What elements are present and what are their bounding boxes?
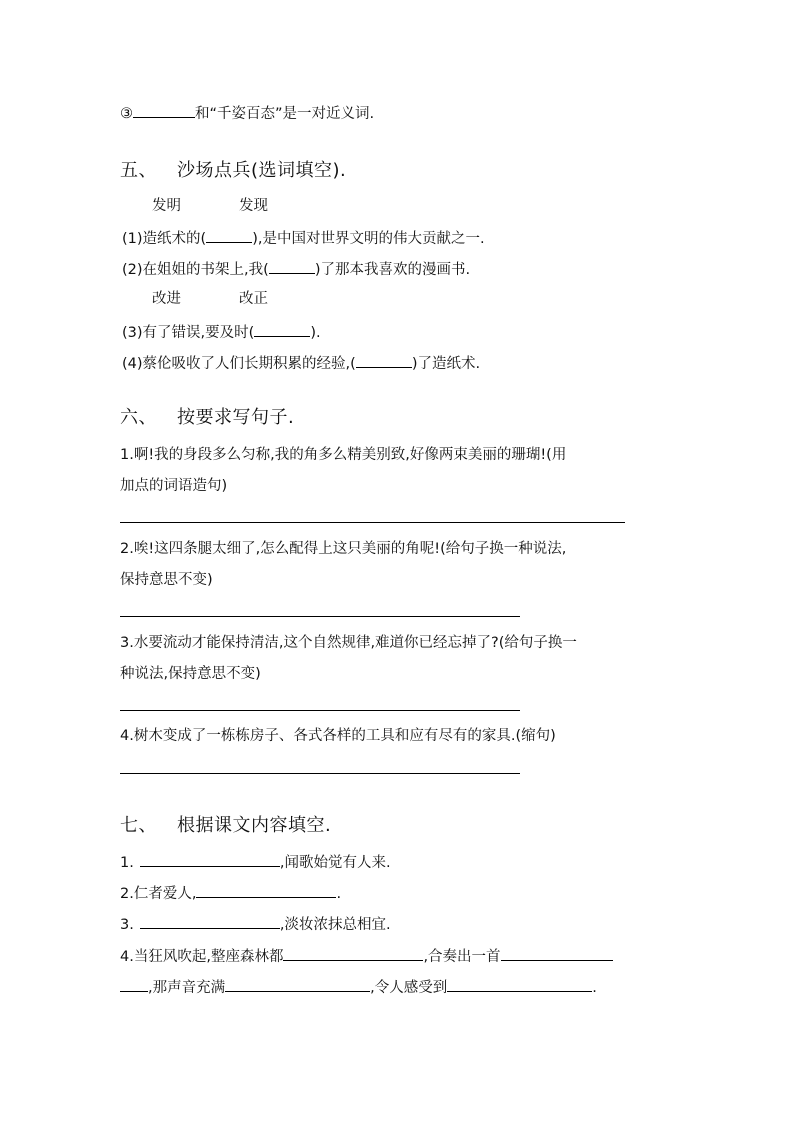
item-text: ,合奏出一首 <box>423 949 501 965</box>
answer-blank[interactable] <box>196 883 336 898</box>
fill-line-4 <box>120 946 613 966</box>
fill-item-2 <box>122 259 470 279</box>
answer-blank[interactable] <box>269 259 315 274</box>
question-3-line-1: 3.水要流动才能保持清洁,这个自然规律,难道你已经忘掉了?(给句子换一 <box>120 635 577 651</box>
top-line-text: 和“千姿百态”是一对近义词. <box>195 106 375 122</box>
item-text: 3. <box>120 917 134 933</box>
answer-line[interactable] <box>120 616 520 617</box>
answer-blank[interactable] <box>120 977 148 992</box>
word-choices-b <box>152 290 268 308</box>
answer-line[interactable] <box>120 710 520 711</box>
item-text: ,闻歌始觉有人来. <box>279 855 391 871</box>
section-title: 根据课文内容填空. <box>177 815 332 836</box>
item-text: (4)蔡伦吸收了人们长期积累的经验,( <box>122 356 356 372</box>
answer-blank[interactable] <box>206 228 252 243</box>
answer-blank[interactable] <box>356 353 412 368</box>
question-2-line-2: 保持意思不变) <box>120 572 213 588</box>
item-text: . <box>336 886 342 902</box>
answer-blank[interactable] <box>140 914 280 929</box>
section-number: 七、 <box>120 815 157 836</box>
item-text: (1)造纸术的( <box>122 231 207 247</box>
top-line <box>120 103 374 123</box>
answer-line[interactable] <box>120 773 520 774</box>
section-number: 五、 <box>120 160 157 181</box>
fill-line-3 <box>120 914 391 934</box>
item-text: )了那本我喜欢的漫画书. <box>314 262 471 278</box>
answer-blank[interactable] <box>254 322 310 337</box>
question-3-line-2: 种说法,保持意思不变) <box>120 666 261 682</box>
item-text: (2)在姐姐的书架上,我( <box>122 262 269 278</box>
answer-blank[interactable] <box>140 852 280 867</box>
fill-line-2 <box>120 883 341 903</box>
fill-item-1 <box>122 228 485 248</box>
question-4-line-1: 4.树木变成了一栋栋房子、各式各样的工具和应有尽有的家具.(缩句) <box>120 728 556 744</box>
fill-line-5 <box>120 977 597 997</box>
item-text: )了造纸术. <box>411 356 481 372</box>
fill-item-4 <box>122 353 480 373</box>
question-2-line-1: 2.唉!这四条腿太细了,怎么配得上这只美丽的角呢!(给句子换一种说法, <box>120 541 567 557</box>
section-6-heading <box>120 407 294 429</box>
answer-blank[interactable] <box>501 946 613 961</box>
section-number: 六、 <box>120 407 157 428</box>
circle-number: ③ <box>120 106 133 122</box>
item-text: ). <box>310 325 321 341</box>
item-text: 1. <box>120 855 134 871</box>
fill-item-3 <box>122 322 321 342</box>
answer-blank[interactable] <box>283 946 423 961</box>
word-option: 改正 <box>239 291 268 307</box>
word-option: 发现 <box>239 198 268 214</box>
item-text: 2.仁者爱人, <box>120 886 197 902</box>
answer-line[interactable] <box>120 522 625 523</box>
answer-blank[interactable] <box>225 977 370 992</box>
item-text: (3)有了错误,要及时( <box>122 325 255 341</box>
item-text: ,令人感受到 <box>370 980 448 996</box>
question-1-line-2: 加点的词语造句) <box>120 478 228 494</box>
item-text: ),是中国对世界文明的伟大贡献之一. <box>252 231 485 247</box>
section-7-heading <box>120 815 331 837</box>
word-choices-a <box>152 197 268 215</box>
question-1-line-1: 1.啊!我的身段多么匀称,我的角多么精美别致,好像两束美丽的珊瑚!(用 <box>120 447 567 463</box>
section-title: 按要求写句子. <box>177 407 295 428</box>
item-text: 4.当狂风吹起,整座森林都 <box>120 949 284 965</box>
word-option: 改进 <box>152 291 181 307</box>
item-text: . <box>592 980 597 996</box>
section-title: 沙场点兵(选词填空). <box>177 160 347 181</box>
item-text: ,那声音充满 <box>148 980 226 996</box>
answer-blank[interactable] <box>447 977 592 992</box>
word-option: 发明 <box>152 198 181 214</box>
fill-line-1 <box>120 852 391 872</box>
blank-field[interactable] <box>133 103 195 118</box>
section-5-heading <box>120 160 346 182</box>
item-text: ,淡妆浓抹总相宜. <box>279 917 391 933</box>
